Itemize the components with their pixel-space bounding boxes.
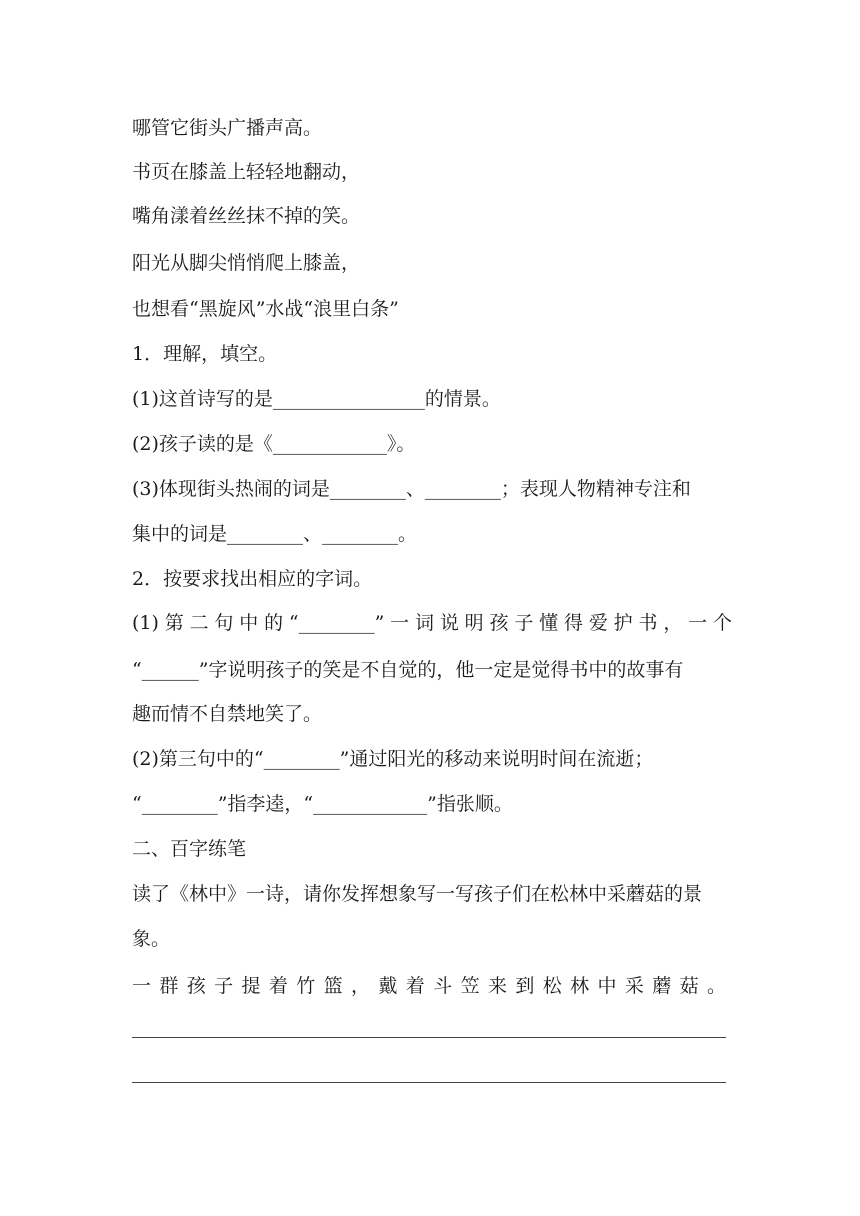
question-1-item: (2)孩子读的是《____________》。 <box>132 433 416 455</box>
answer-line[interactable] <box>132 1037 726 1038</box>
section-2-heading: 二、百字练笔 <box>132 838 247 860</box>
answer-line[interactable] <box>132 1082 726 1083</box>
question-1-item: (1)这首诗写的是________________的情景。 <box>132 388 501 410</box>
question-2-item: “________”指李逵，“____________”指张顺。 <box>132 793 513 815</box>
poem-line: 嘴角漾着丝丝抹不掉的笑。 <box>132 205 361 227</box>
writing-prompt: 象。 <box>132 928 171 950</box>
question-2-item: “______”字说明孩子的笑是不自觉的，他一定是觉得书中的故事有 <box>132 659 684 681</box>
question-1-item: (3)体现街头热闹的词是________、________；表现人物精神专注和 <box>132 478 691 500</box>
question-2-item: 趣而情不自禁地笑了。 <box>132 703 323 725</box>
question-2-heading: 2．按要求找出相应的字词。 <box>132 568 373 590</box>
writing-starter: 一群孩子提着竹篮，戴着斗笠来到松林中采蘑菇。 <box>132 975 726 997</box>
poem-line: 阳光从脚尖悄悄爬上膝盖， <box>132 252 361 274</box>
poem-line: 书页在膝盖上轻轻地翻动， <box>132 161 361 183</box>
question-2-item: (1)第二句中的“________”一词说明孩子懂得爱护书，一个 <box>132 612 732 634</box>
poem-line: 哪管它街头广播声高。 <box>132 117 323 139</box>
question-1-item: 集中的词是________、________。 <box>132 523 418 545</box>
question-2-item: (2)第三句中的“________”通过阳光的移动来说明时间在流逝； <box>132 748 654 770</box>
question-1-heading: 1．理解，填空。 <box>132 343 278 365</box>
writing-prompt: 读了《林中》一诗，请你发挥想象写一写孩子们在松林中采蘑菇的景 <box>132 883 703 905</box>
poem-line: 也想看“黑旋风”水战“浪里白条” <box>132 298 399 320</box>
